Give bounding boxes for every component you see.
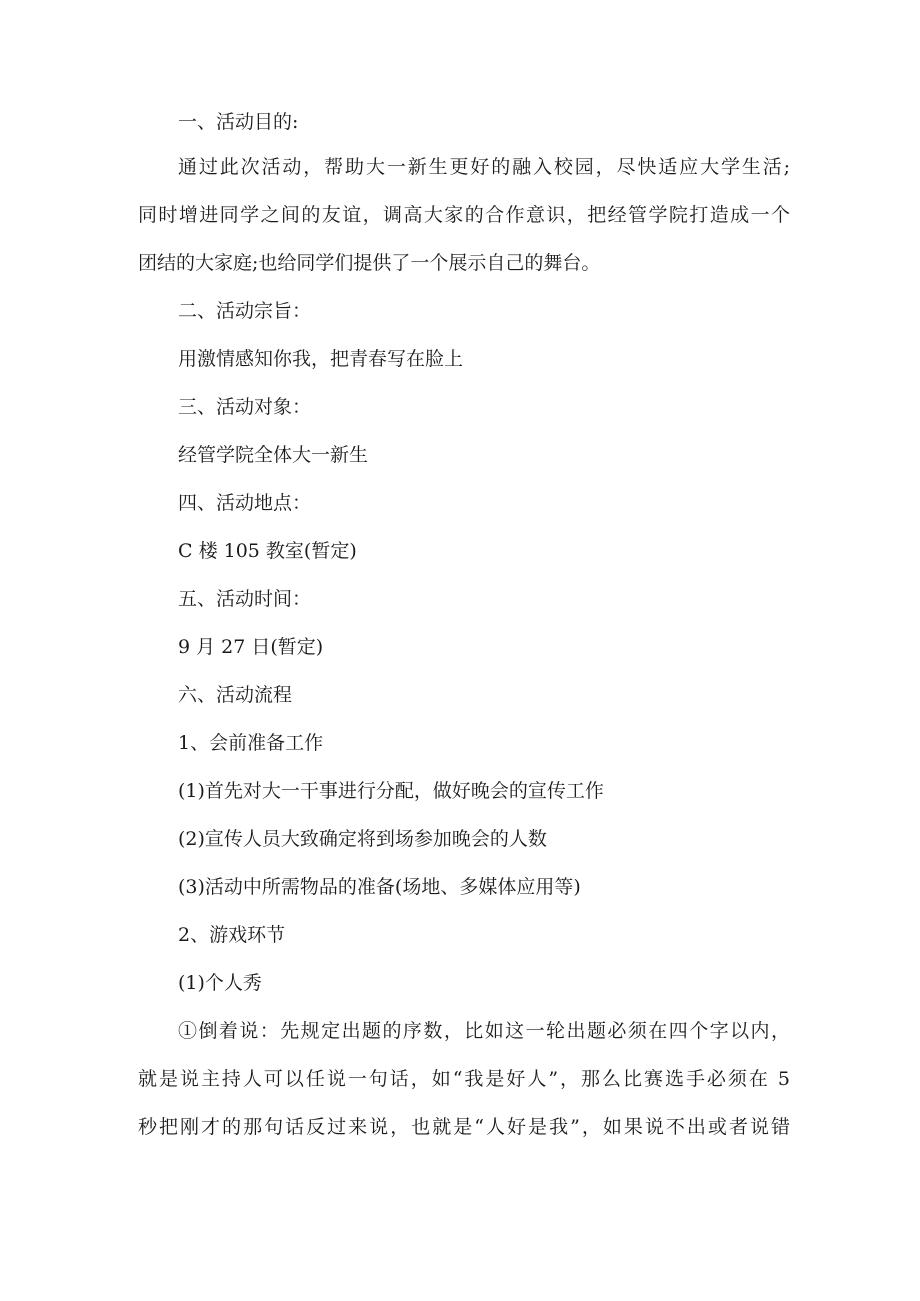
heading-activity-process: 六、活动流程 (178, 684, 293, 706)
paragraph-line: 通过此次活动，帮助大一新生更好的融入校园，尽快适应大学生活; (178, 156, 790, 178)
paragraph-line: 用激情感知你我，把青春写在脸上 (178, 348, 464, 370)
paragraph-line: 团结的大家庭;也给同学们提供了一个展示自己的舞台。 (138, 252, 601, 274)
paragraph-line: 同时增进同学之间的友谊，调高大家的合作意识，把经管学院打造成一个 (138, 204, 790, 226)
paragraph-line: 秒把刚才的那句话反过来说，也就是“人好是我”，如果说不出或者说错 (138, 1116, 790, 1138)
subheading-games: 2、游戏环节 (178, 924, 286, 946)
heading-activity-location: 四、活动地点： (178, 492, 312, 514)
paragraph-line: C 楼 105 教室(暂定) (178, 540, 357, 562)
heading-activity-time: 五、活动时间： (178, 588, 312, 610)
list-item: (1)首先对大一干事进行分配，做好晚会的宣传工作 (178, 780, 604, 802)
list-item: (2)宣传人员大致确定将到场参加晚会的人数 (178, 828, 547, 850)
paragraph-line: ①倒着说：先规定出题的序数，比如这一轮出题必须在四个字以内， (178, 1020, 790, 1042)
heading-activity-tenet: 二、活动宗旨： (178, 300, 312, 322)
list-item: (3)活动中所需物品的准备(场地、多媒体应用等) (178, 876, 581, 898)
paragraph-line: 9 月 27 日(暂定) (178, 636, 324, 658)
subheading-preparation: 1、会前准备工作 (178, 732, 324, 754)
heading-activity-audience: 三、活动对象： (178, 396, 312, 418)
heading-activity-purpose: 一、活动目的: (178, 111, 299, 133)
list-item: (1)个人秀 (178, 972, 262, 994)
paragraph-line: 经管学院全体大一新生 (178, 444, 369, 466)
paragraph-line: 就是说主持人可以任说一句话，如“我是好人”，那么比赛选手必须在 5 (138, 1068, 790, 1090)
